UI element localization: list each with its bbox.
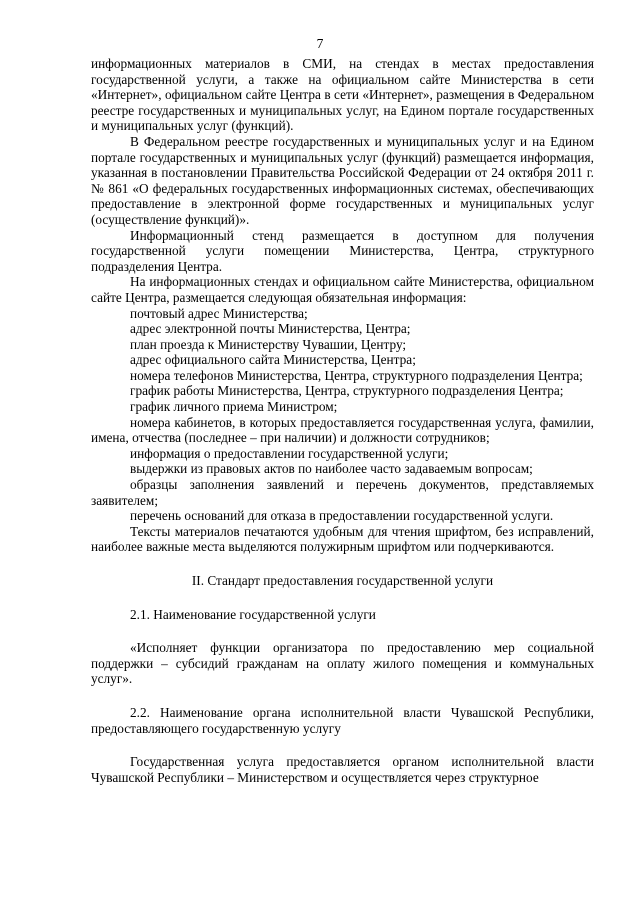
list-item: план проезда к Министерству Чувашии, Центру; — [130, 336, 407, 352]
list-item: перечень оснований для отказа в предоставлении государственной услуги. — [130, 508, 554, 524]
paragraph-federal-registry: В Федеральном реестре государственных и муниципальных услуг и на Едином портале государственных и муниципальных услуг (функций) размещается информация, указанная в постановлении Правительства Российской Федерации от 24 октября 2011 г. № 861 «О федеральных государственных информационных системах, обеспечивающих предоставление в электронной форме государственных и муниципальных услуг (осуществление функций)». — [91, 133, 594, 227]
subsection-2-text: Государственная услуга предоставляется органом исполнительной власти Чувашской Республики – Министерством и осуществляется через структурное — [91, 754, 594, 785]
paragraph-info-stand: Информационный стенд размещается в доступном для получения государственной услуги помещении Министерства, Центра, структурного подразделения Центра. — [91, 227, 594, 274]
list-item: номера кабинетов, в которых предоставляется государственная услуга, фамилии, имена, отчества (последнее – при наличии) и должности сотрудников; — [91, 414, 594, 446]
document-body — [91, 56, 594, 785]
subsection-2-heading: 2.2. Наименование органа исполнительной власти Чувашской Республики, предоставляющего государственную услугу — [91, 704, 594, 736]
list-item: почтовый адрес Министерства; — [130, 305, 308, 321]
list-item: информация о предоставлении государственной услуги; — [130, 445, 449, 461]
subsection-1-text: «Исполняет функции организатора по предоставлению мер социальной поддержки – субсидий гражданам на оплату жилого помещения и коммунальных услуг». — [91, 640, 594, 687]
paragraph-continuation: информационных материалов в СМИ, на стендах в местах предоставления государственной услуги, а также на официальном сайте Министерства в сети «Интернет», официальном сайте Центра в сети «Интернет», размещения в Федеральном реестре государственных и муниципальных услуг, на Едином портале государственных и муниципальных услуг (функций). — [91, 56, 594, 134]
list-item: выдержки из правовых актов по наиболее часто задаваемым вопросам; — [130, 461, 533, 477]
paragraph-texts-font: Тексты материалов печатаются удобным для чтения шрифтом, без исправлений, наиболее важные места выделяются полужирным шрифтом или подчеркиваются. — [91, 523, 594, 555]
mandatory-info-list — [91, 306, 594, 524]
list-item: образцы заполнения заявлений и перечень документов, представляемых заявителем; — [91, 477, 594, 508]
paragraph-mandatory-info: На информационных стендах и официальном сайте Министерства, официальном сайте Центра, размещается следующая обязательная информация: — [91, 274, 594, 305]
list-item: номера телефонов Министерства, Центра, структурного подразделения Центра; — [130, 367, 583, 383]
subsection-1-heading: 2.1. Наименование государственной услуги — [130, 606, 376, 622]
list-item: график работы Министерства, Центра, структурного подразделения Центра; — [130, 383, 564, 399]
list-item: адрес электронной почты Министерства, Центра; — [130, 321, 411, 337]
page-number: 7 — [316, 36, 324, 51]
section-heading: II. Стандарт предоставления государственной услуги — [191, 573, 494, 588]
list-item: график личного приема Министром; — [130, 399, 338, 415]
list-item: адрес официального сайта Министерства, Центра; — [130, 352, 416, 368]
